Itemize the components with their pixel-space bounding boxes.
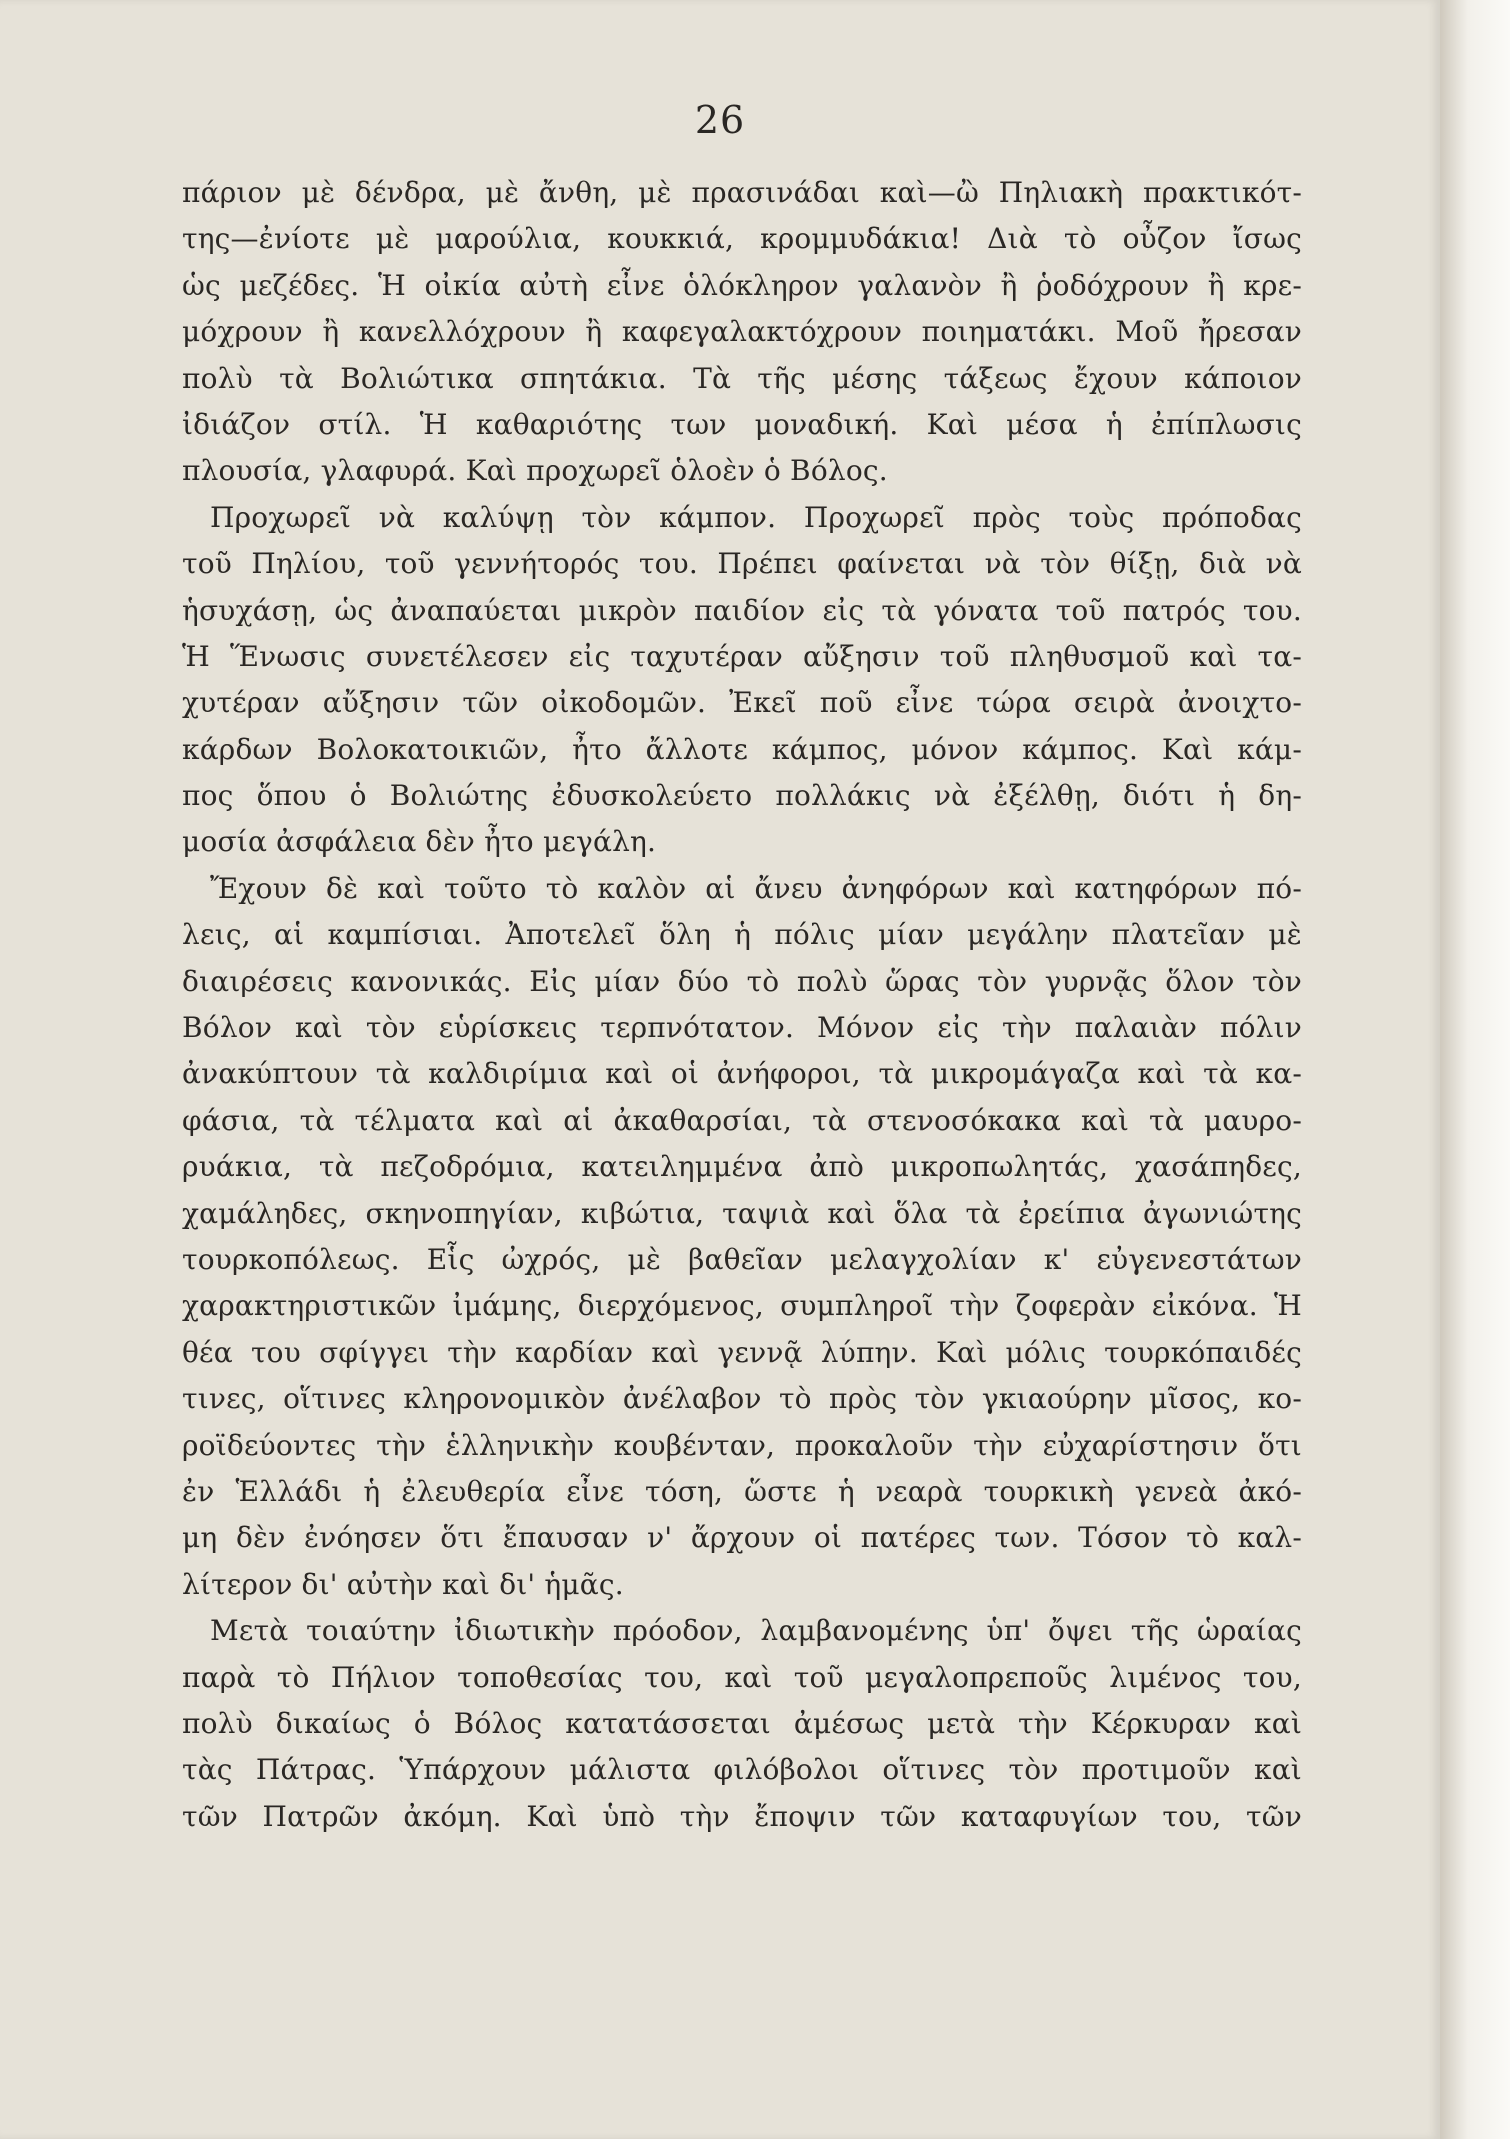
text-line: φάσια, τὰ τέλματα καὶ αἱ ἀκαθαρσίαι, τὰ στενοσόκακα καὶ τὰ μαυρο-	[182, 1103, 1302, 1137]
text-line: θέα του σφίγγει τὴν καρδίαν καὶ γεννᾷ λύπην. Καὶ μόλις τουρκόπαιδές	[182, 1335, 1302, 1369]
text-line: Προχωρεῖ νὰ καλύψῃ τὸν κάμπον. Προχωρεῖ πρὸς τοὺς πρόποδας	[210, 500, 1302, 534]
text-line: πάριον μὲ δένδρα, μὲ ἄνθη, μὲ πρασινάδαι καὶ—ὢ Πηλιακὴ πρακτικότ-	[182, 176, 1302, 209]
text-line: ἡσυχάσῃ, ὡς ἀναπαύεται μικρὸν παιδίον εἰς τὰ γόνατα τοῦ πατρός του.	[182, 593, 1302, 627]
text-line: μη δὲν ἐνόησεν ὅτι ἔπαυσαν ν' ἄρχουν οἱ πατέρες των. Τόσον τὸ καλ-	[182, 1521, 1302, 1555]
text-line: ρυάκια, τὰ πεζοδρόμια, κατειλημμένα ἀπὸ μικροπωλητάς, χασάπηδες,	[182, 1150, 1302, 1184]
text-line: ἀνακύπτουν τὰ καλδιρίμια καὶ οἱ ἀνήφοροι, τὰ μικρομάγαζα καὶ τὰ κα-	[182, 1057, 1302, 1091]
text-line: διαιρέσεις κανονικάς. Εἰς μίαν δύο τὸ πολὺ ὥρας τὸν γυρνᾷς ὅλον τὸν	[182, 964, 1302, 998]
text-line: λίτερον δι' αὐτὴν καὶ δι' ἡμᾶς.	[182, 1567, 624, 1601]
text-line: κάρδων Βολοκατοικιῶν, ἦτο ἄλλοτε κάμπος, μόνον κάμπος. Καὶ κάμ-	[182, 732, 1302, 766]
text-line: χαρακτηριστικῶν ἰμάμης, διερχόμενος, συμπληροῖ τὴν ζοφερὰν εἰκόνα. Ἡ	[182, 1289, 1302, 1323]
text-line: Ἡ Ἕνωσις συνετέλεσεν εἰς ταχυτέραν αὔξησιν τοῦ πληθυσμοῦ καὶ τα-	[182, 639, 1302, 673]
text-line: τὰς Πάτρας. Ὑπάρχουν μάλιστα φιλόβολοι οἵτινες τὸν προτιμοῦν καὶ	[182, 1753, 1302, 1787]
text-line: χυτέραν αὔξησιν τῶν οἰκοδομῶν. Ἐκεῖ ποῦ εἶνε τώρα σειρὰ ἀνοιχτο-	[182, 686, 1302, 720]
text-line: πολὺ τὰ Βολιώτικα σπητάκια. Τὰ τῆς μέσης τάξεως ἔχουν κάποιον	[182, 361, 1302, 395]
text-line: ροϊδεύοντες τὴν ἑλληνικὴν κουβένταν, προκαλοῦν τὴν εὐχαρίστησιν ὅτι	[182, 1428, 1302, 1462]
text-line: πολὺ δικαίως ὁ Βόλος κατατάσσεται ἀμέσως μετὰ τὴν Κέρκυραν καὶ	[182, 1706, 1302, 1740]
text-line: πος ὅπου ὁ Βολιώτης ἐδυσκολεύετο πολλάκις νὰ ἐξέλθῃ, διότι ἡ δη-	[182, 779, 1302, 813]
text-line: παρὰ τὸ Πήλιον τοποθεσίας του, καὶ τοῦ μεγαλοπρεποῦς λιμένος του,	[182, 1660, 1302, 1694]
text-line: ἐν Ἑλλάδι ἡ ἐλευθερία εἶνε τόση, ὥστε ἡ νεαρὰ τουρκικὴ γενεὰ ἀκό-	[182, 1474, 1302, 1508]
text-line: χαμάληδες, σκηνοπηγίαν, κιβώτια, ταψιὰ καὶ ὅλα τὰ ἐρείπια ἀγωνιώτης	[182, 1196, 1302, 1230]
text-line: μόχρουν ἢ κανελλόχρουν ἢ καφεγαλακτόχρουν ποιηματάκι. Μοῦ ἤρεσαν	[182, 315, 1302, 349]
body-text	[182, 170, 1302, 1840]
text-line: Βόλον καὶ τὸν εὑρίσκεις τερπνότατον. Μόνον εἰς τὴν παλαιὰν πόλιν	[182, 1011, 1302, 1045]
text-line: μοσία ἀσφάλεια δὲν ἦτο μεγάλη.	[182, 825, 657, 859]
text-line: ὡς μεζέδες. Ἡ οἰκία αὐτὴ εἶνε ὁλόκληρον γαλανὸν ἢ ῥοδόχρουν ἢ κρε-	[182, 268, 1302, 302]
text-line: τοῦ Πηλίου, τοῦ γεννήτορός του. Πρέπει φαίνεται νὰ τὸν θίξῃ, διὰ νὰ	[182, 547, 1302, 581]
text-line: λεις, αἱ καμπίσιαι. Ἀποτελεῖ ὅλη ἡ πόλις μίαν μεγάλην πλατεῖαν μὲ	[182, 918, 1302, 952]
text-line: πλουσία, γλαφυρά. Καὶ προχωρεῖ ὁλοὲν ὁ Βόλος.	[182, 454, 888, 488]
text-line: τινες, οἵτινες κληρονομικὸν ἀνέλαβον τὸ πρὸς τὸν γκιαούρην μῖσος, κο-	[182, 1382, 1302, 1416]
text-line: της—ἐνίοτε μὲ μαρούλια, κουκκιά, κρομμυδάκια! Διὰ τὸ οὖζον ἴσως	[182, 222, 1302, 256]
text-line: Ἔχουν δὲ καὶ τοῦτο τὸ καλὸν αἱ ἄνευ ἀνηφόρων καὶ κατηφόρων πό-	[210, 871, 1302, 905]
page-number: 26	[694, 98, 746, 142]
text-line: τουρκοπόλεως. Εἷς ὠχρός, μὲ βαθεῖαν μελαγχολίαν κ' εὐγενεστάτων	[182, 1242, 1302, 1276]
text-line: ἰδιάζον στίλ. Ἡ καθαριότης των μοναδική. Καὶ μέσα ἡ ἐπίπλωσις	[182, 407, 1302, 441]
text-line: Μετὰ τοιαύτην ἰδιωτικὴν πρόοδον, λαμβανομένης ὑπ' ὄψει τῆς ὡραίας	[210, 1614, 1302, 1648]
text-line: τῶν Πατρῶν ἀκόμη. Καὶ ὑπὸ τὴν ἔποψιν τῶν καταφυγίων του, τῶν	[182, 1799, 1302, 1833]
page-edge	[1440, 0, 1510, 2139]
